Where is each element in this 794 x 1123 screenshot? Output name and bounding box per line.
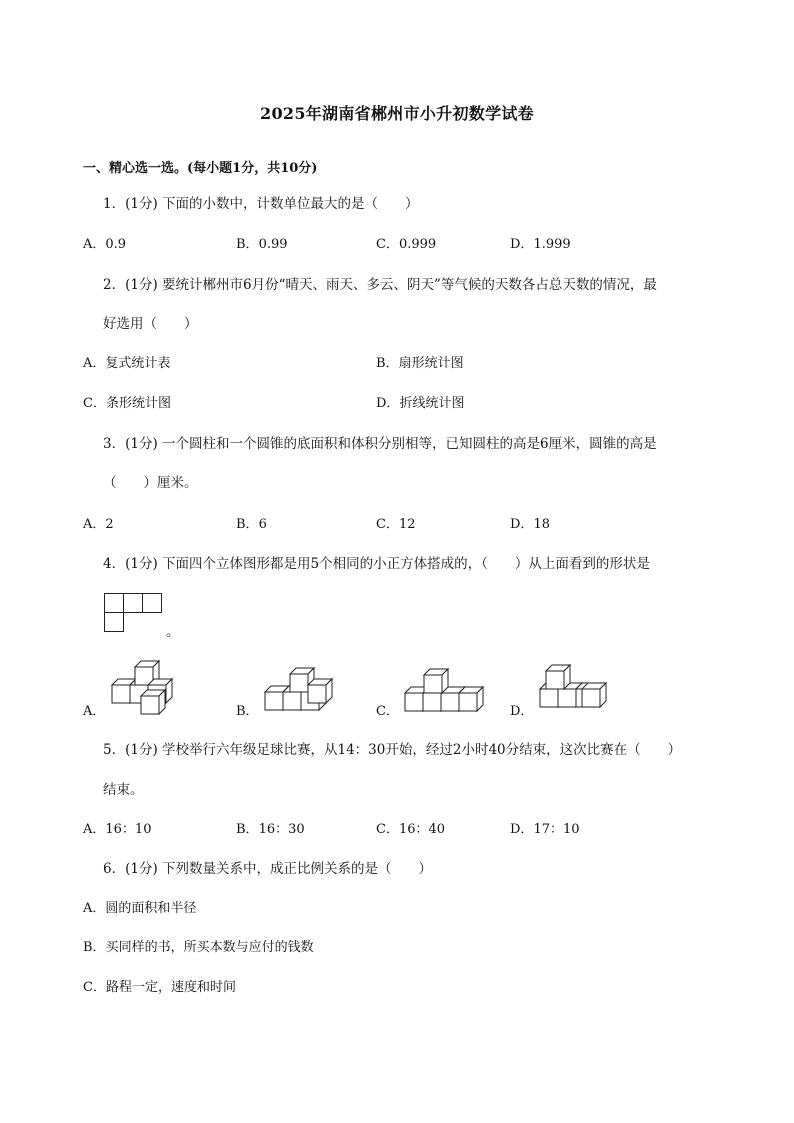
cube-face bbox=[405, 693, 423, 711]
option-text: 复式统计表 bbox=[105, 356, 171, 371]
q5-option-a[interactable] bbox=[83, 820, 151, 840]
option-label: B． bbox=[236, 517, 259, 532]
q2-option-b[interactable] bbox=[376, 354, 464, 374]
cube-face bbox=[141, 696, 159, 714]
q2-option-c[interactable] bbox=[83, 394, 171, 414]
option-d-cube-figure bbox=[538, 659, 610, 715]
q1-option-a[interactable] bbox=[83, 235, 126, 255]
option-text: 0.999 bbox=[398, 237, 437, 252]
option-text: 18 bbox=[533, 517, 550, 532]
question-3-stem: 3．(1分) 一个圆柱和一个圆锥的底面积和体积分别相等，已知圆柱的高是6厘米，圆锥的高是 bbox=[103, 436, 657, 452]
q3-option-c[interactable] bbox=[376, 515, 416, 535]
option-label: C． bbox=[376, 517, 399, 532]
option-label: B． bbox=[83, 940, 106, 955]
top-view-square bbox=[105, 613, 124, 632]
option-label: A． bbox=[83, 901, 106, 916]
cube-face bbox=[582, 689, 600, 707]
q5-option-b[interactable] bbox=[236, 820, 305, 840]
question-3-stem-cont: （ ）厘米。 bbox=[103, 475, 198, 491]
question-2-stem-cont: 好选用（ ） bbox=[103, 316, 198, 332]
question-1-stem: 1．(1分) 下面的小数中，计数单位最大的是（ ） bbox=[103, 196, 419, 212]
question-4-stem-tail: 。 bbox=[166, 624, 180, 640]
top-view-square bbox=[143, 594, 162, 613]
q6-option-b[interactable] bbox=[83, 938, 314, 958]
option-text: 扇形统计图 bbox=[398, 356, 464, 371]
option-label: C． bbox=[83, 396, 106, 411]
q3-option-a[interactable] bbox=[83, 515, 114, 535]
option-label: B． bbox=[376, 356, 399, 371]
cube-face bbox=[558, 689, 576, 707]
page-title: 2025年湖南省郴州市小升初数学试卷 bbox=[260, 104, 534, 123]
cube-face bbox=[423, 693, 441, 711]
option-text: 16：10 bbox=[105, 822, 152, 837]
option-label: B． bbox=[236, 237, 259, 252]
option-label: A． bbox=[83, 517, 106, 532]
cube-face bbox=[290, 674, 308, 692]
question-4-stem: 4．(1分) 下面四个立体图形都是用5个相同的小正方体搭成的，（ ）从上面看到的形状是 bbox=[103, 556, 650, 572]
cube-face bbox=[546, 671, 564, 689]
option-label: A． bbox=[83, 237, 106, 252]
option-text: 折线统计图 bbox=[399, 396, 465, 411]
q1-option-c[interactable] bbox=[376, 235, 436, 255]
cube-face bbox=[283, 692, 301, 710]
q2-option-d[interactable] bbox=[376, 394, 464, 414]
q5-option-c[interactable] bbox=[376, 820, 445, 840]
option-label: D． bbox=[376, 396, 400, 411]
q1-option-b[interactable] bbox=[236, 235, 288, 255]
cube-face bbox=[308, 685, 326, 703]
option-text: 17：10 bbox=[533, 822, 580, 837]
question-5-stem-cont: 结束。 bbox=[103, 782, 144, 798]
q4-option-c[interactable]: C． bbox=[376, 704, 399, 719]
q6-option-a[interactable] bbox=[83, 899, 196, 919]
option-text: 12 bbox=[398, 517, 416, 532]
q4-option-b[interactable]: B． bbox=[236, 704, 259, 719]
option-a-cube-figure bbox=[110, 659, 180, 715]
top-view-figure bbox=[104, 593, 164, 633]
option-text: 16：40 bbox=[398, 822, 446, 837]
option-label: C． bbox=[376, 822, 399, 837]
option-text: 0.99 bbox=[258, 237, 288, 252]
option-label: D． bbox=[510, 517, 534, 532]
question-5-stem: 5．(1分) 学校举行六年级足球比赛，从14：30开始，经过2小时40分结束，这次比赛在（ ） bbox=[103, 742, 682, 758]
q5-option-d[interactable] bbox=[510, 820, 580, 840]
option-label: C． bbox=[376, 237, 399, 252]
option-text: 圆的面积和半径 bbox=[105, 901, 197, 916]
option-text: 2 bbox=[105, 517, 114, 532]
question-6-stem: 6．(1分) 下列数量关系中，成正比例关系的是（ ） bbox=[103, 861, 433, 877]
q3-option-d[interactable] bbox=[510, 515, 550, 535]
cube-face bbox=[112, 685, 130, 703]
option-label: C． bbox=[83, 980, 106, 995]
option-label: B． bbox=[236, 822, 259, 837]
option-text: 16：30 bbox=[258, 822, 305, 837]
option-label: D． bbox=[510, 822, 534, 837]
option-text: 条形统计图 bbox=[105, 396, 171, 411]
q4-option-d[interactable]: D． bbox=[510, 704, 534, 719]
question-2-stem: 2．(1分) 要统计郴州市6月份“晴天、雨天、多云、阴天”等气候的天数各占总天数的情况，最 bbox=[103, 277, 657, 293]
q6-option-c[interactable] bbox=[83, 978, 236, 998]
q3-option-b[interactable] bbox=[236, 515, 267, 535]
cube-face bbox=[441, 693, 459, 711]
option-label: A． bbox=[83, 822, 106, 837]
top-view-square bbox=[124, 594, 143, 613]
option-b-cube-figure bbox=[263, 659, 341, 715]
option-c-cube-figure bbox=[403, 666, 481, 716]
option-text: 0.9 bbox=[105, 237, 127, 252]
option-text: 买同样的书，所买本数与应付的钱数 bbox=[105, 940, 314, 955]
cube-face bbox=[265, 692, 283, 710]
top-view-square bbox=[105, 594, 124, 613]
option-text: 1.999 bbox=[533, 237, 571, 252]
cube-face bbox=[459, 693, 477, 711]
option-text: 路程一定，速度和时间 bbox=[105, 980, 236, 995]
cube-face bbox=[424, 675, 442, 693]
q2-option-a[interactable] bbox=[83, 354, 170, 374]
section-heading: 一、精心选一选。(每小题1分，共10分) bbox=[83, 161, 318, 176]
option-label: D． bbox=[510, 237, 534, 252]
option-text: 6 bbox=[258, 517, 267, 532]
cube-face bbox=[540, 689, 558, 707]
option-label: A． bbox=[83, 356, 106, 371]
q4-option-a[interactable]: A． bbox=[83, 704, 106, 719]
q1-option-d[interactable] bbox=[510, 235, 571, 255]
